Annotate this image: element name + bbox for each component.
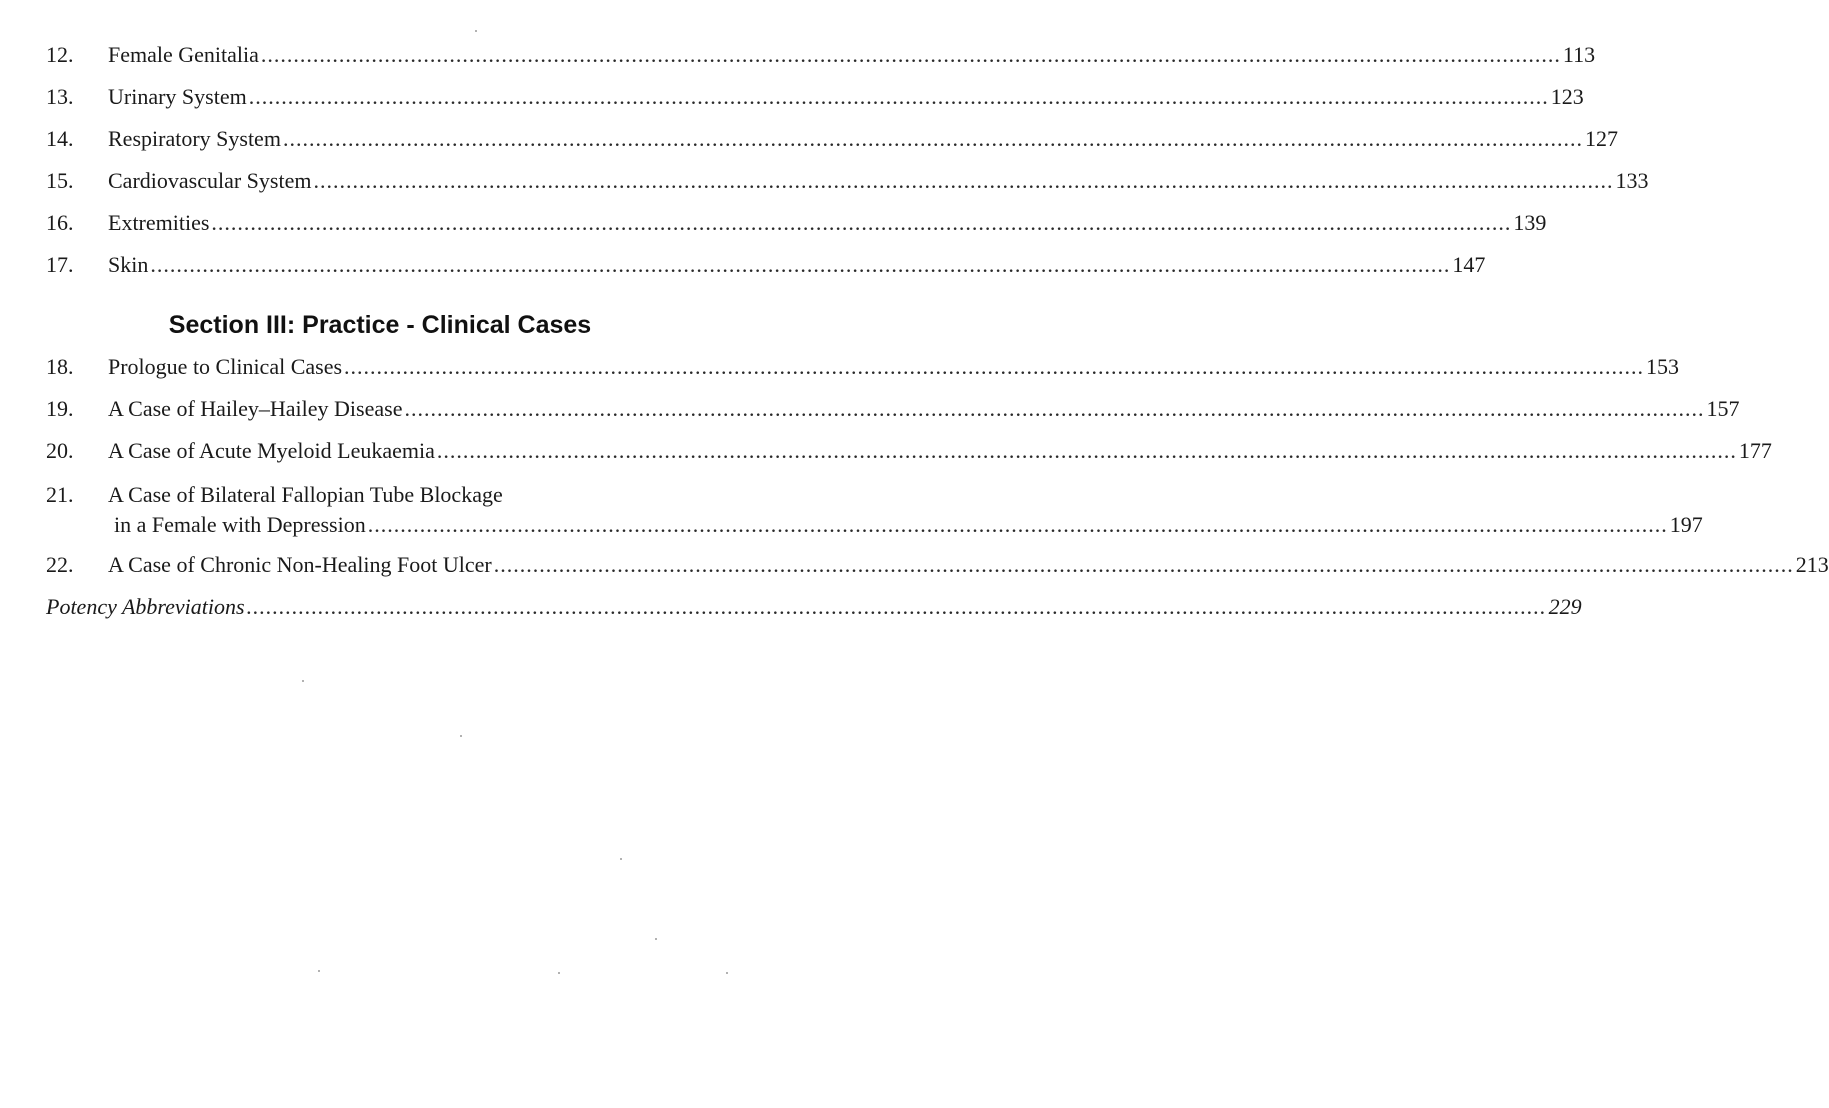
entry-title: A Case of Acute Myeloid Leukaemia (108, 438, 435, 463)
dot-leader (211, 210, 1511, 236)
entry-number: 19. (46, 396, 74, 421)
section-heading: Section III: Practice - Clinical Cases (168, 311, 592, 339)
toc-entry (46, 552, 1829, 594)
dot-leader (247, 594, 1547, 620)
dot-leader (249, 84, 1549, 110)
scan-speck (318, 970, 320, 972)
dot-leader (344, 354, 1644, 380)
toc-list-part-two (46, 42, 1649, 294)
entry-page: 127 (1584, 126, 1618, 151)
entry-page: 113 (1562, 42, 1596, 67)
dot-leader (283, 126, 1583, 152)
scan-speck (726, 972, 728, 974)
entry-number: 21. (46, 482, 74, 507)
entry-page: 157 (1706, 396, 1740, 421)
entry-number: 12. (46, 42, 74, 67)
entry-title-line2-row (108, 510, 1703, 540)
toc-entry (46, 438, 1772, 480)
scan-speck (302, 680, 304, 682)
toc-entry (46, 354, 1680, 396)
entry-title: Urinary System (108, 84, 247, 109)
entry-title: Cardiovascular System (108, 168, 312, 193)
appendix-page: 229 (1548, 594, 1582, 619)
dot-leader (150, 252, 1450, 278)
entry-title: Female Genitalia (108, 42, 259, 67)
entry-number: 14. (46, 126, 74, 151)
toc-entry (46, 210, 1547, 252)
entry-page: 123 (1550, 84, 1584, 109)
entry-title: Prologue to Clinical Cases (108, 354, 343, 379)
toc-entry (46, 42, 1596, 84)
entry-number: 13. (46, 84, 74, 109)
entry-number: 18. (46, 354, 74, 379)
entry-page: 139 (1513, 210, 1547, 235)
scan-speck (558, 972, 560, 974)
toc-entry (46, 168, 1649, 210)
entry-number: 17. (46, 252, 74, 277)
entry-title-line2: in a Female with Depression (114, 512, 366, 537)
entry-title: A Case of Hailey–Hailey Disease (108, 396, 403, 421)
entry-title-block (108, 480, 1703, 540)
entry-page: 153 (1646, 354, 1680, 379)
dot-leader (404, 396, 1704, 422)
scan-speck (460, 735, 462, 737)
entry-number: 20. (46, 438, 74, 463)
dot-leader (494, 552, 1794, 578)
entry-page: 177 (1738, 438, 1772, 463)
entry-page: 213 (1795, 552, 1829, 577)
entry-number: 16. (46, 210, 74, 235)
entry-title: Skin (108, 252, 149, 277)
toc-entry-appendix (46, 594, 1582, 636)
entry-number: 22. (46, 552, 74, 577)
toc-entry (46, 126, 1618, 168)
toc-entry (46, 396, 1740, 438)
entry-page: 133 (1615, 168, 1649, 193)
dot-leader (437, 438, 1737, 464)
toc-list-section-three (46, 354, 1829, 636)
toc-entry (46, 252, 1486, 294)
dot-leader (368, 510, 1668, 540)
entry-title-line1: A Case of Bilateral Fallopian Tube Blockage (108, 482, 503, 507)
entry-page: 147 (1452, 252, 1486, 277)
toc-entry-multiline (46, 480, 1703, 552)
toc-entry (46, 84, 1584, 126)
entry-title: Extremities (108, 210, 210, 235)
dot-leader (261, 42, 1561, 68)
scan-speck (655, 938, 657, 940)
entry-title: Respiratory System (108, 126, 281, 151)
entry-title: A Case of Chronic Non-Healing Foot Ulcer (108, 552, 492, 577)
scan-speck (475, 30, 477, 32)
scan-speck (620, 858, 622, 860)
appendix-title: Potency Abbreviations (46, 594, 245, 619)
dot-leader (313, 168, 1613, 194)
entry-page: 197 (1669, 512, 1703, 537)
entry-number: 15. (46, 168, 74, 193)
